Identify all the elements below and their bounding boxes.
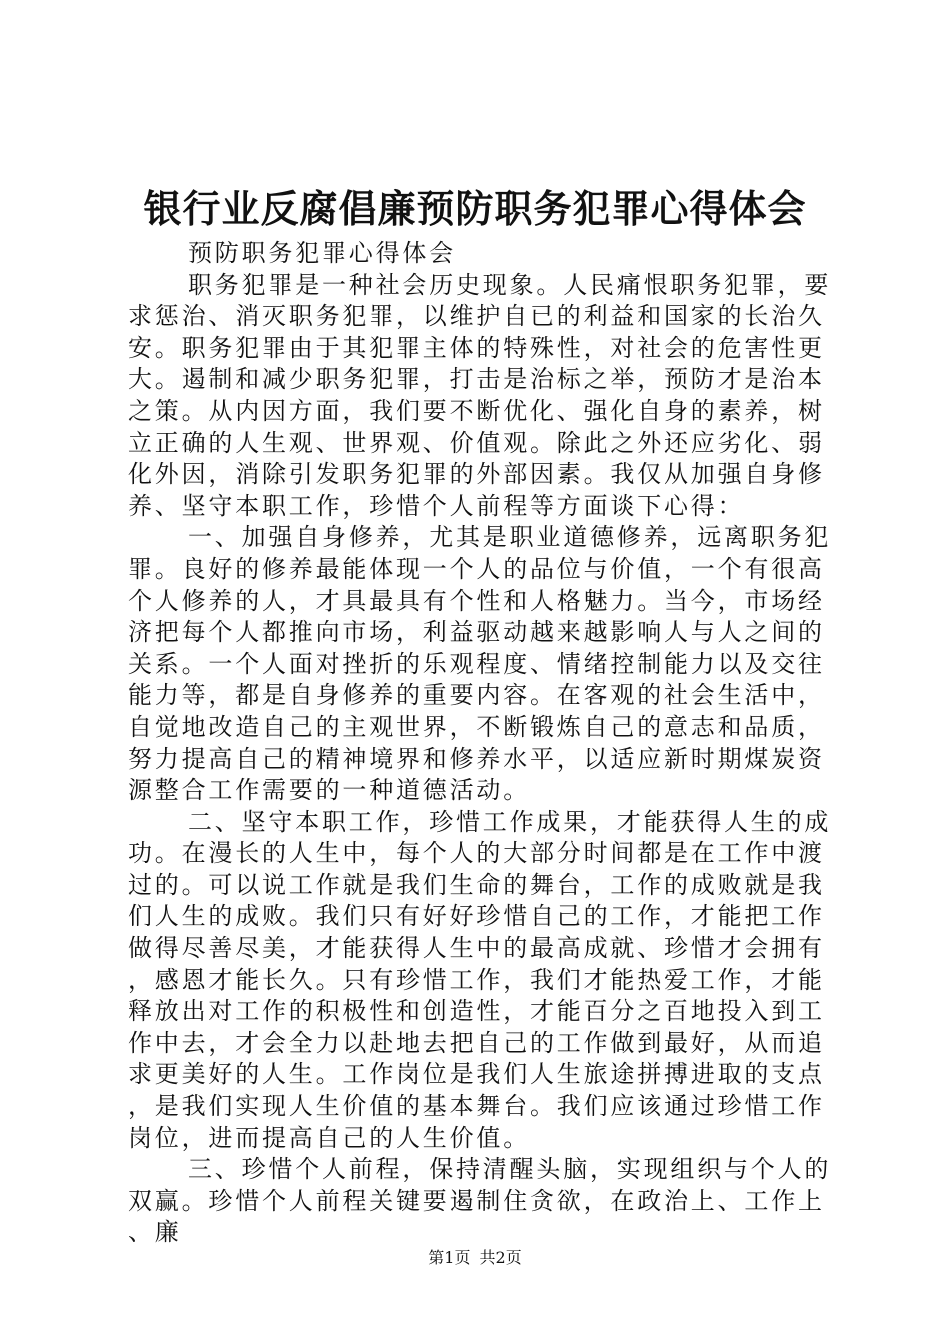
page-total: 共2页 (479, 1248, 522, 1267)
document-title: 银行业反腐倡廉预防职务犯罪心得体会 (143, 186, 807, 231)
document-body (128, 238, 840, 1249)
paragraph-section-2: 二、坚守本职工作，珍惜工作成果，才能获得人生的成功。在漫长的人生中，每个人的大部分时间都是在工作中渡过的。可以说工作就是我们生命的舞台，工作的成败就是我们人生的成败。我们只有好好珍惜自己的工作，才能把工作做得尽善尽美，才能获得人生中的最高成就、珍惜才会拥有，感恩才能长久。只有珍惜工作，我们才能热爱工作，才能释放出对工作的积极性和创造性，才能百分之百地投入到工作中去，才会全力以赴地去把自己的工作做到最好，从而追求更美好的人生。工作岗位是我们人生旅途拼搏进取的支点，是我们实现人生价值的基本舞台。我们应该通过珍惜工作岗位，进而提高自己的人生价值。 (128, 807, 832, 1152)
page-footer (0, 1248, 950, 1268)
document-subtitle: 预防职务犯罪心得体会 (188, 239, 456, 267)
page-number: 第1页 (428, 1248, 471, 1267)
paragraph-section-1: 一、加强自身修养，尤其是职业道德修养，远离职务犯罪。良好的修养最能体现一个人的品位与价值，一个有很高个人修养的人，才具最具有个性和人格魅力。当今，市场经济把每个人都推向市场，利益驱动越来越影响人与人之间的关系。一个人面对挫折的乐观程度、情绪控制能力以及交往能力等，都是自身修养的重要内容。在客观的社会生活中，自觉地改造自己的主观世界，不断锻炼自己的意志和品质，努力提高自己的精神境界和修养水平，以适应新时期煤炭资源整合工作需要的一种道德活动。 (128, 523, 832, 805)
paragraph-section-3: 三、珍惜个人前程，保持清醒头脑，实现组织与个人的双赢。珍惜个人前程关键要遏制住贪欲，在政治上、工作上、廉 (128, 1155, 832, 1247)
paragraph-intro: 职务犯罪是一种社会历史现象。人民痛恨职务犯罪，要求惩治、消灭职务犯罪，以维护自已的利益和国家的长治久安。职务犯罪由于其犯罪主体的特殊性，对社会的危害性更大。遏制和减少职务犯罪，打击是治标之举，预防才是治本之策。从内因方面，我们要不断优化、强化自身的素养，树立正确的人生观、世界观、价值观。除此之外还应劣化、弱化外因，消除引发职务犯罪的外部因素。我仅从加强自身修养、坚守本职工作，珍惜个人前程等方面谈下心得： (128, 270, 832, 520)
